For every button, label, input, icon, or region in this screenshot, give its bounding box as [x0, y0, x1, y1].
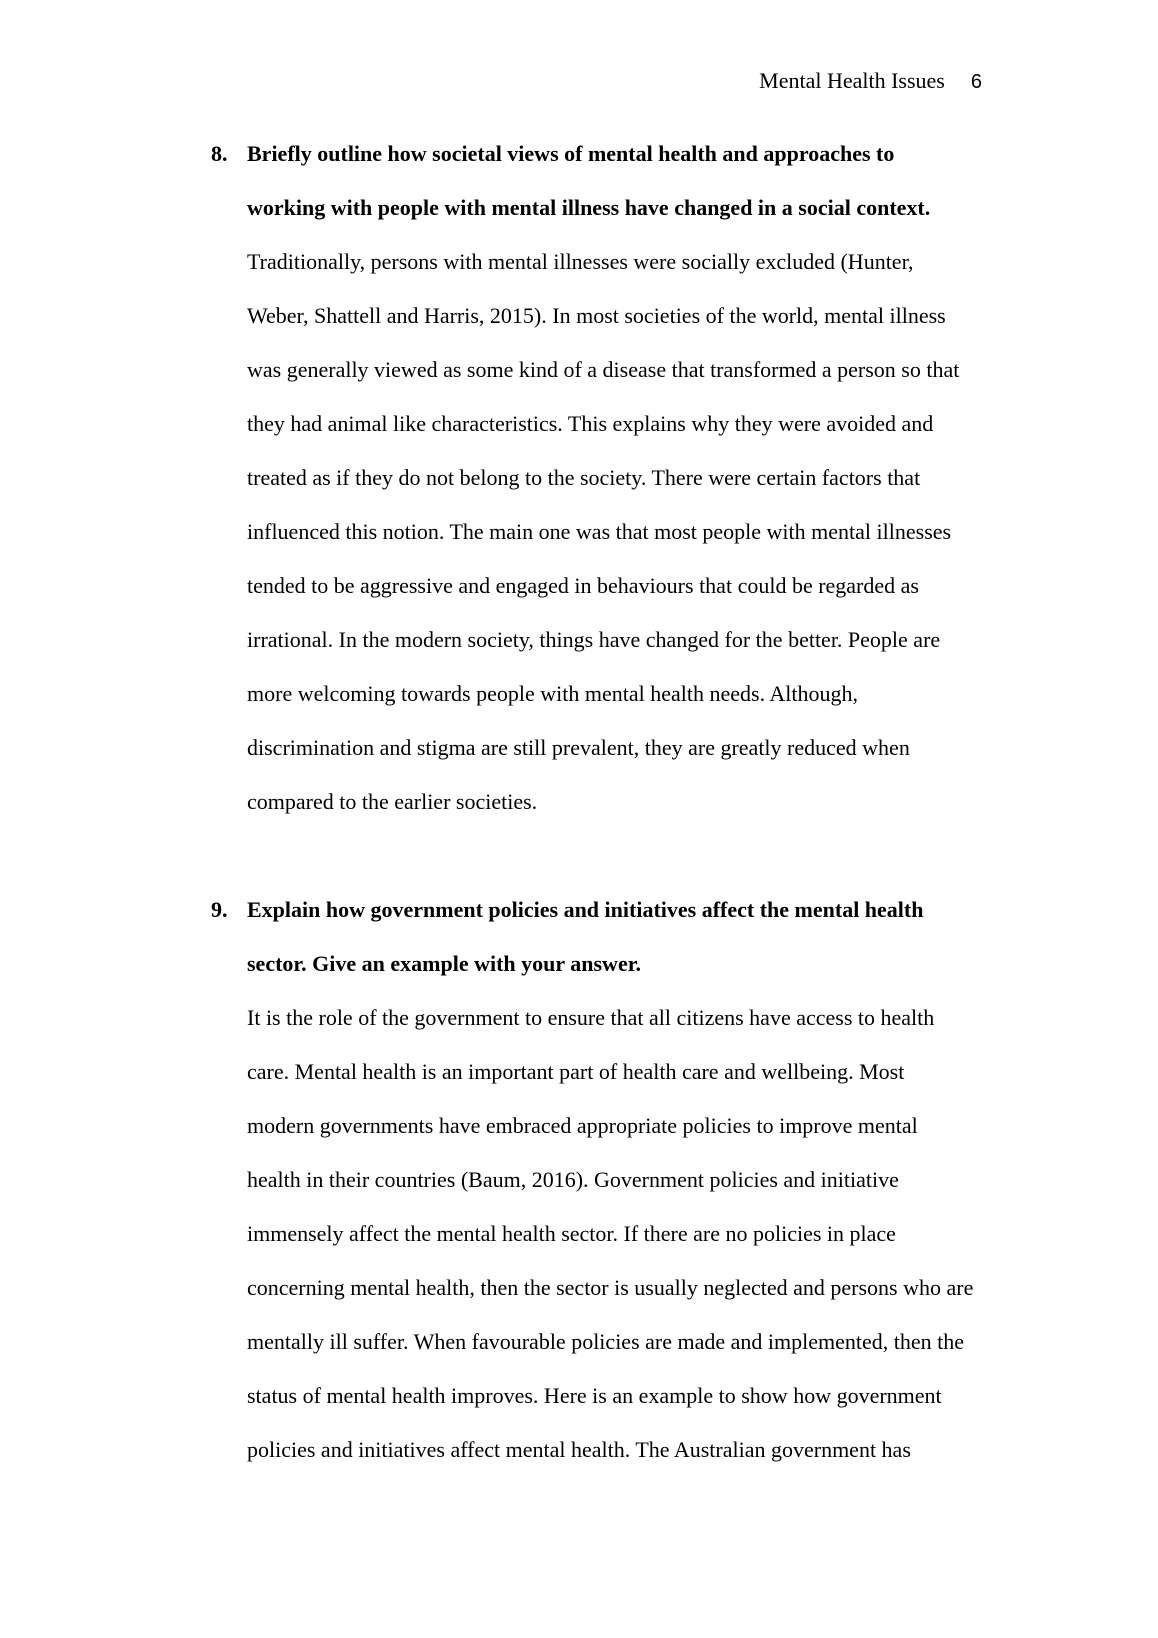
answer-line: Traditionally, persons with mental illnesses were socially excluded (Hunter,	[247, 249, 914, 274]
answer-line: discrimination and stigma are still prevalent, they are greatly reduced when	[247, 735, 910, 760]
question-line: sector. Give an example with your answer.	[247, 951, 641, 976]
question-line: working with people with mental illness have changed in a social context.	[247, 195, 931, 220]
answer-line: tended to be aggressive and engaged in behaviours that could be regarded as	[247, 573, 919, 598]
question-number: 9.	[211, 897, 228, 922]
question-9	[211, 883, 1037, 1477]
answer-line: It is the role of the government to ensure that all citizens have access to health	[247, 1005, 935, 1030]
answer-line: status of mental health improves. Here is an example to show how government	[247, 1383, 942, 1408]
answer-line: health in their countries (Baum, 2016). Government policies and initiative	[247, 1167, 899, 1192]
answer-line: immensely affect the mental health sector. If there are no policies in place	[247, 1221, 896, 1246]
answer-line: more welcoming towards people with mental health needs. Although,	[247, 681, 858, 706]
document-body	[211, 127, 1037, 1477]
answer-line: they had animal like characteristics. This explains why they were avoided and	[247, 411, 934, 436]
answer-line: compared to the earlier societies.	[247, 789, 538, 814]
question-heading	[247, 883, 1037, 991]
question-line: Explain how government policies and initiatives affect the mental health	[247, 897, 924, 922]
answer-line: irrational. In the modern society, things have changed for the better. People are	[247, 627, 941, 652]
page-number: 6	[970, 71, 982, 93]
running-head-title: Mental Health Issues	[759, 68, 945, 93]
answer-line: Weber, Shattell and Harris, 2015). In most societies of the world, mental illness	[247, 303, 946, 328]
question-line: Briefly outline how societal views of mental health and approaches to	[247, 141, 895, 166]
answer-line: treated as if they do not belong to the society. There were certain factors that	[247, 465, 921, 490]
answer-paragraph	[247, 235, 1037, 829]
answer-paragraph	[247, 991, 1037, 1477]
answer-line: was generally viewed as some kind of a disease that transformed a person so that	[247, 357, 960, 382]
answer-line: mentally ill suffer. When favourable policies are made and implemented, then the	[247, 1329, 964, 1354]
answer-line: concerning mental health, then the sector is usually neglected and persons who are	[247, 1275, 974, 1300]
answer-line: policies and initiatives affect mental health. The Australian government has	[247, 1437, 911, 1462]
question-number: 8.	[211, 141, 228, 166]
answer-line: care. Mental health is an important part of health care and wellbeing. Most	[247, 1059, 905, 1084]
question-heading	[247, 127, 1037, 235]
question-8	[211, 127, 1037, 829]
answer-line: modern governments have embraced appropriate policies to improve mental	[247, 1113, 918, 1138]
page-header	[759, 66, 982, 97]
answer-line: influenced this notion. The main one was that most people with mental illnesses	[247, 519, 952, 544]
